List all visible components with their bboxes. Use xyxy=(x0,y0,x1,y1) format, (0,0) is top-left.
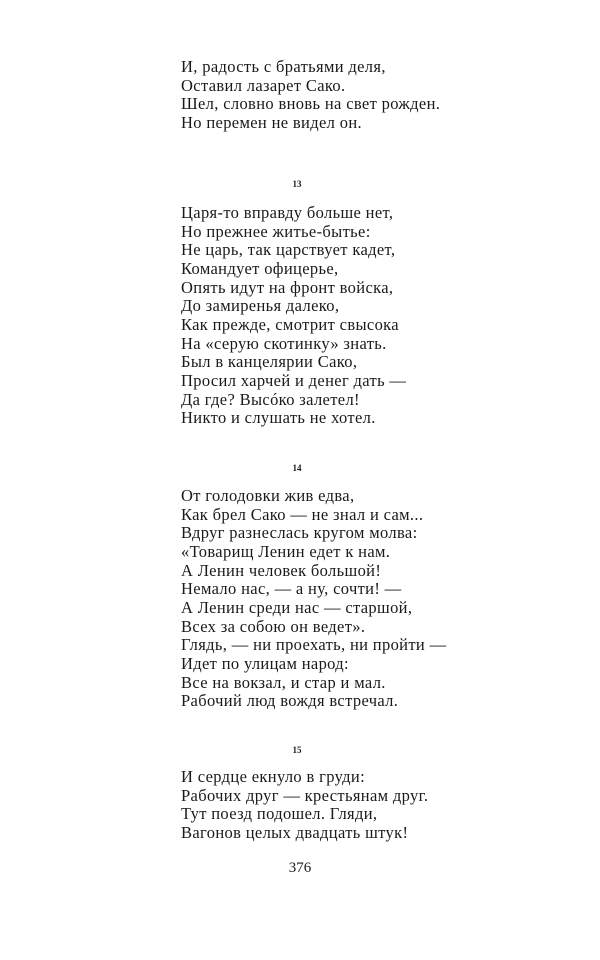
verse-line: И сердце екнуло в груди: xyxy=(181,767,366,786)
verse-line: А Ленин человек большой! xyxy=(181,560,382,580)
stanza-15 xyxy=(181,768,428,843)
verse-line: Царя-то вправду больше нет, xyxy=(181,203,394,222)
verse-line: Никто и слушать не хотел. xyxy=(181,408,376,428)
verse-line: Всех за собою он ведет». xyxy=(181,616,366,636)
stanza-13 xyxy=(181,204,406,428)
verse-line: Но прежнее житье-бытье: xyxy=(181,221,371,241)
verse-line: Глядь, — ни проехать, ни пройти — xyxy=(181,635,447,655)
stanza-number xyxy=(0,463,600,473)
verse-line: На «серую скотинку» знать. xyxy=(181,333,387,353)
stanza-number-14: 14 xyxy=(292,463,302,473)
verse-line: Все на вокзал, и стар и мал. xyxy=(181,672,386,692)
verse-line: Немало нас, — а ну, сочти! — xyxy=(181,579,402,599)
verse-line: И, радость с братьями деля, xyxy=(181,57,386,76)
stanza-12-ending xyxy=(181,58,440,133)
verse-line: Просил харчей и денег дать — xyxy=(181,370,407,390)
verse-line: Да где? Высóко залетел! xyxy=(181,389,360,409)
stanza-number-15: 15 xyxy=(292,745,302,755)
stanza-number xyxy=(0,745,600,755)
verse-line: Рабочий люд вождя встречал. xyxy=(181,691,399,711)
verse-line: До замиренья далеко, xyxy=(181,296,340,316)
verse-line: Как прежде, смотрит свысока xyxy=(181,314,399,334)
verse-line: Тут поезд подошел. Гляди, xyxy=(181,804,378,824)
stanza-number-13: 13 xyxy=(292,179,302,189)
verse-line: Рабочих друг — крестьянам друг. xyxy=(181,785,429,805)
stanza-14 xyxy=(181,487,446,711)
verse-line: Не царь, так царствует кадет, xyxy=(181,240,396,260)
verse-line: А Ленин среди нас — старшой, xyxy=(181,597,413,617)
verse-line: Вагонов целых двадцать штук! xyxy=(181,822,409,842)
verse-line: «Товарищ Ленин едет к нам. xyxy=(181,541,391,561)
verse-line: Но перемен не видел он. xyxy=(181,112,362,132)
verse-line: Оставил лазарет Сако. xyxy=(181,75,346,95)
verse-line: От голодовки жив едва, xyxy=(181,486,355,505)
verse-line: Был в канцелярии Сако, xyxy=(181,352,358,372)
verse-line: Вдруг разнеслась кругом молва: xyxy=(181,523,418,543)
verse-line: Командует офицерье, xyxy=(181,258,339,278)
stanza-number xyxy=(0,179,600,189)
verse-line: Опять идут на фронт войска, xyxy=(181,277,394,297)
verse-line: Идет по улицам народ: xyxy=(181,653,349,673)
verse-line: Шел, словно вновь на свет рожден. xyxy=(181,94,441,114)
verse-line: Как брел Сако — не знал и сам... xyxy=(181,504,424,524)
page-number: 376 xyxy=(288,860,312,876)
